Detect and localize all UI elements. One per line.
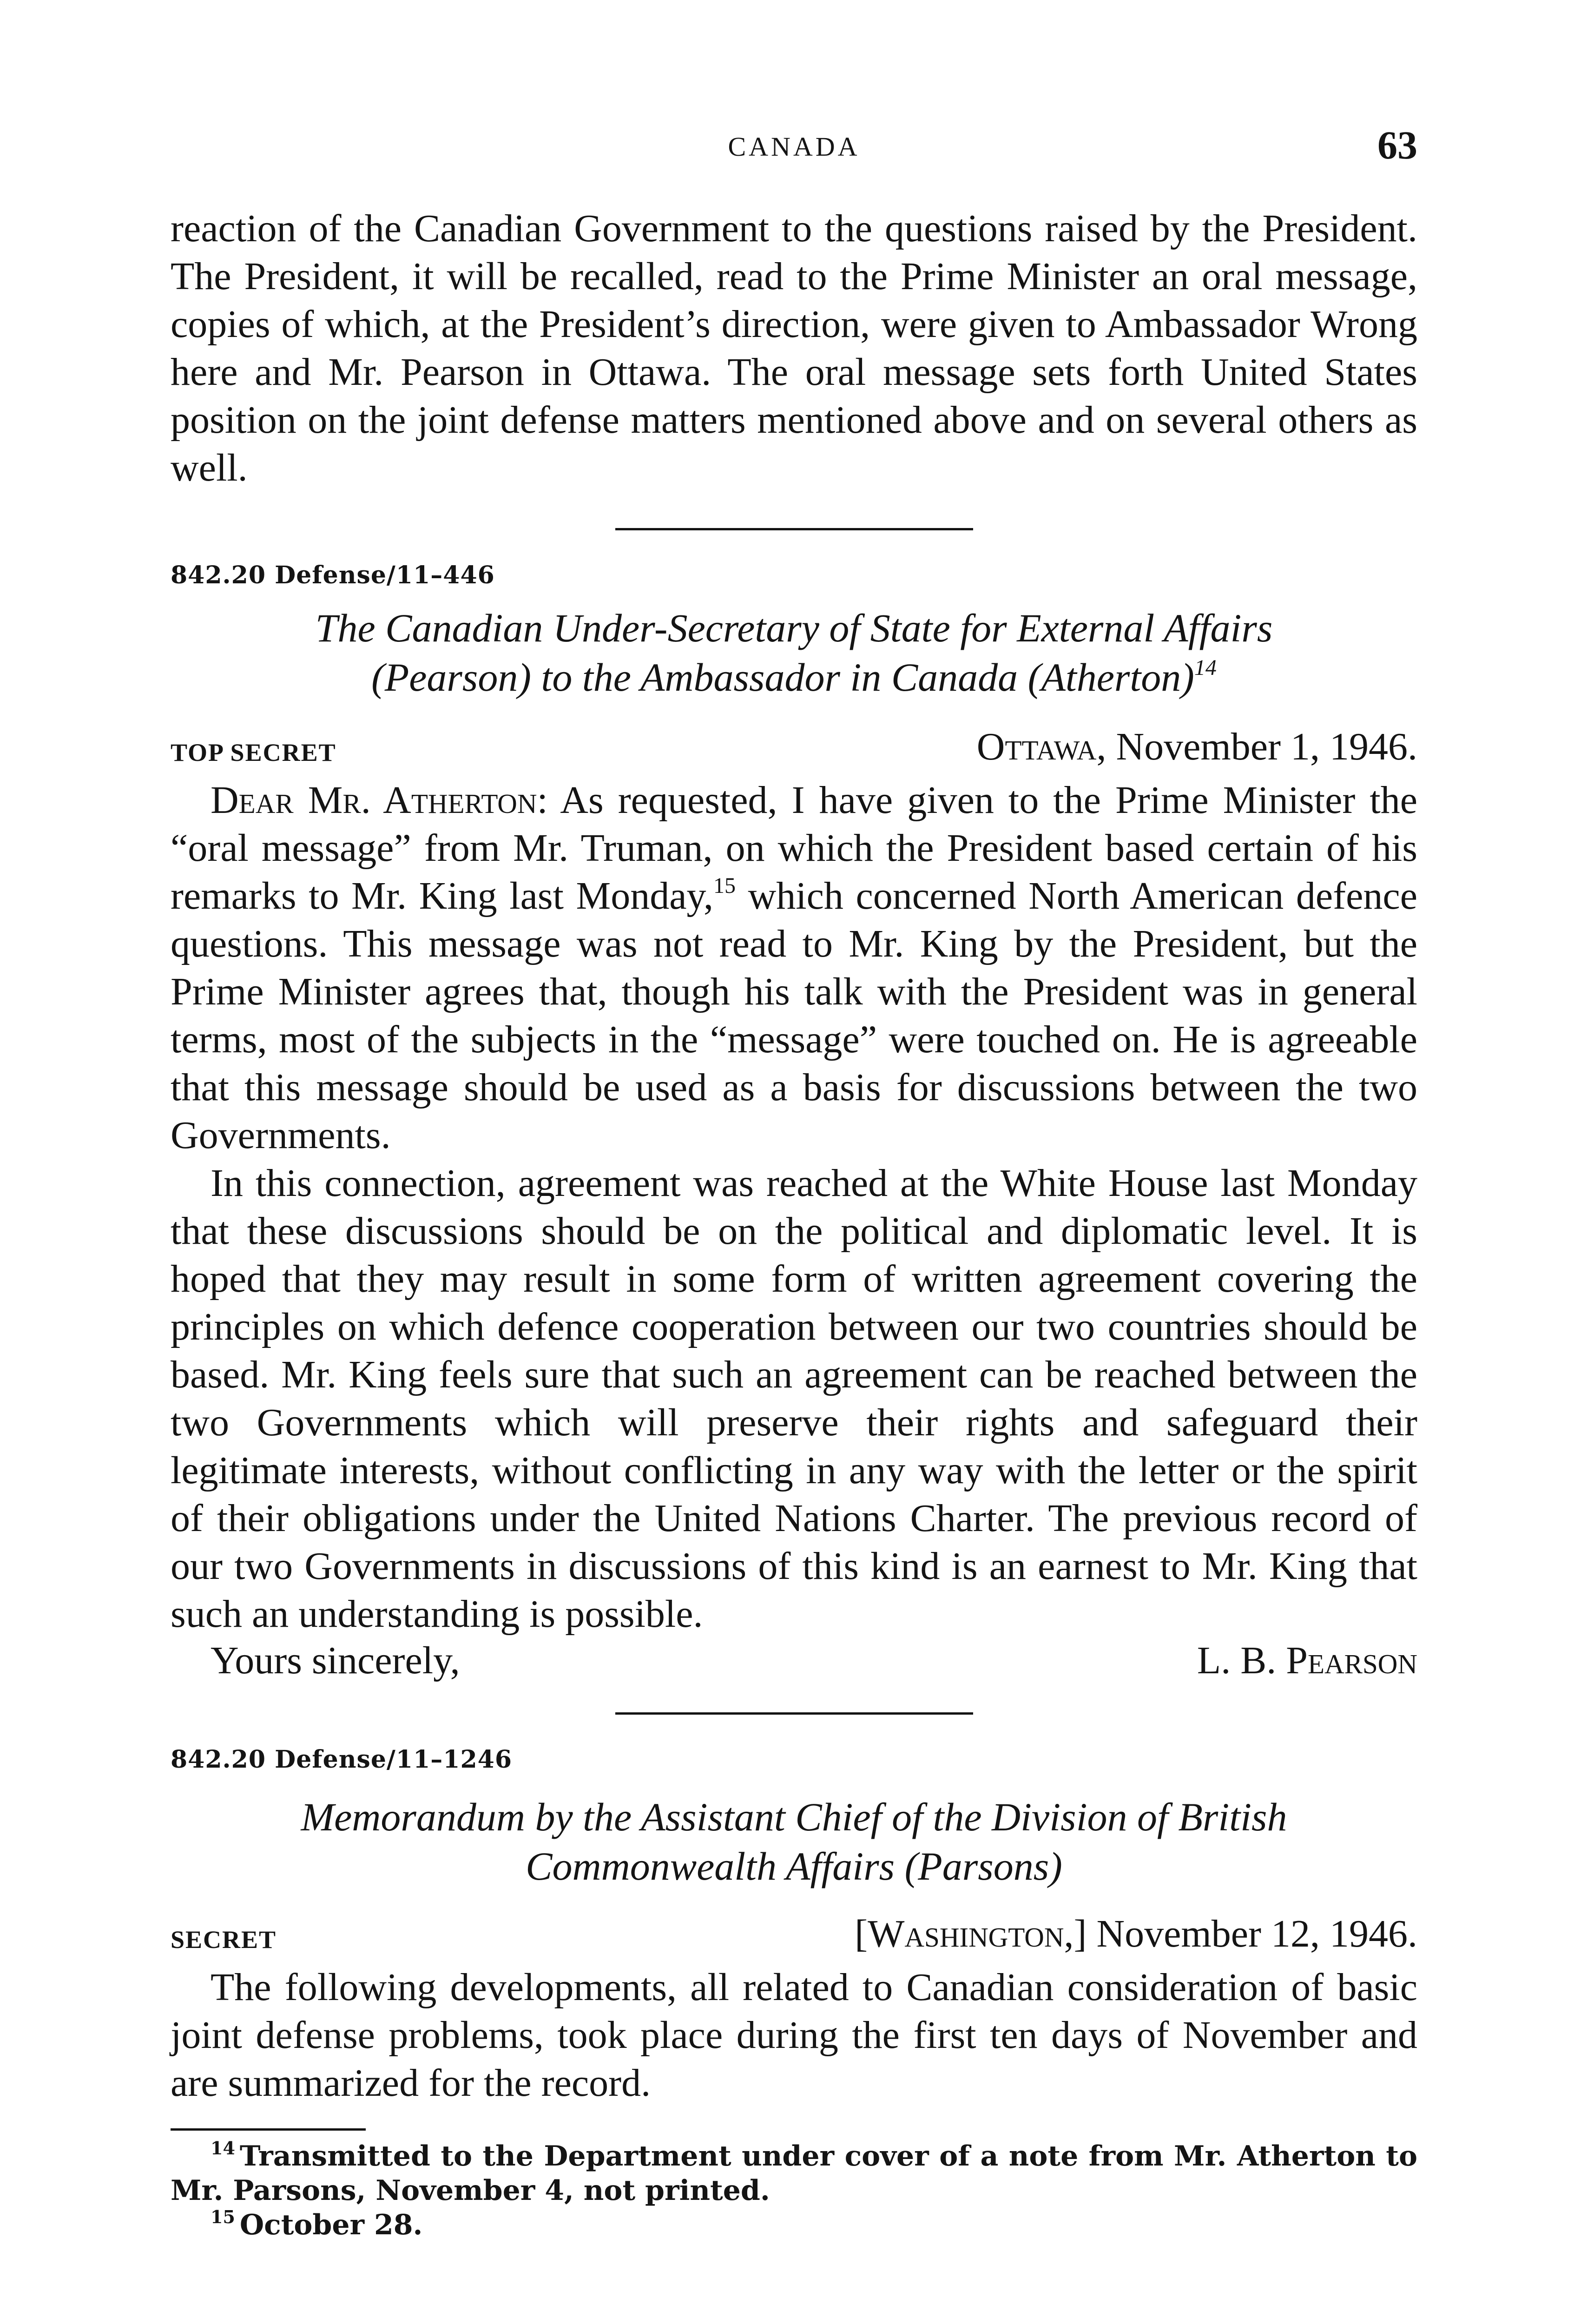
heading-line — [171, 653, 1417, 702]
body-column — [171, 205, 1417, 2242]
footnote — [171, 2208, 1417, 2242]
signature: L. B. Pearson — [1197, 1639, 1417, 1682]
footnote-text: Transmitted to the Department under cover of a note from Mr. Atherton to Mr. Parsons, November 4, not printed. — [171, 2140, 1417, 2207]
salutation: Dear Mr. Atherton — [211, 779, 537, 822]
footnote — [171, 2139, 1417, 2208]
place: [Washington,] — [855, 1912, 1087, 1955]
page-number: 63 — [1377, 123, 1417, 167]
heading-line: The Canadian Under-Secretary of State for External Affairs — [315, 606, 1273, 650]
classification-label: SECRET — [171, 1926, 277, 1954]
file-reference: 842.20 Defense/11–1246 — [171, 1745, 512, 1774]
heading-line: Commonwealth Affairs (Parsons) — [526, 1844, 1062, 1888]
body-paragraph: In this connection, agreement was reached at the White House last Monday that these discussions should be on the political and diplomatic level. It is hoped that they may result in some form of written agreement covering the principles on which defence cooperation between our two countries should be based. Mr. King feels sure that such an agreement can be reached between the two Governments which will preserve their rights and safeguard their legitimate interests, without conflicting in any way with the letter or the spirit of their obligations under the United Nations Charter. The previous record of our two Governments in discussions of this kind is an earnest to Mr. King that such an understanding is possible. — [171, 1162, 1417, 1636]
footnote-reference: 15 — [713, 873, 736, 898]
place-date — [855, 1911, 1417, 1956]
paragraph-text: which concerned North American defence questions. This message was not read to Mr. King by the President, but the Prime Minister agrees that, though his talk with the President was in general terms, most of the subjects in the “message” were touched on. He is agreeable that this message should be used as a basis for discussions between the two Governments. — [171, 874, 1417, 1157]
body-paragraph — [171, 776, 1417, 1159]
dateline — [171, 1911, 1417, 1963]
continuation-paragraph: reaction of the Canadian Government to the questions raised by the President. The President, it will be recalled, read to the Prime Minister an oral message, copies of which, at the President’s direction, were given to Ambassador Wrong here and Mr. Pearson in Ottawa. The oral message sets forth United States position on the joint defense matters mentioned above and on several others as well. — [171, 207, 1417, 489]
closing-line — [171, 1638, 1417, 1689]
document-heading — [171, 603, 1417, 702]
running-head-title: CANADA — [728, 132, 860, 162]
body-paragraph: The following developments, all related to Canadian consideration of basic joint defense problems, took place during the first ten days of November and are summarized for the record. — [171, 1966, 1417, 2105]
classification-label: TOP SECRET — [171, 739, 336, 766]
footnote-reference: 14 — [1194, 655, 1217, 680]
heading-line: Memorandum by the Assistant Chief of the Division of British — [301, 1795, 1287, 1839]
place: Ottawa, — [976, 725, 1106, 768]
heading-text: (Pearson) to the Ambassador in Canada (Atherton) — [371, 655, 1194, 700]
date: November 12, 1946. — [1087, 1912, 1417, 1955]
dateline — [171, 724, 1417, 776]
place-date — [977, 724, 1417, 769]
running-head — [171, 122, 1417, 173]
footnote-mark: 14 — [211, 2138, 235, 2159]
paragraph-text: : As requested, I have given to the Prime Minister the “oral message” from Mr. Truman, on which the President based certain of his remarks to Mr. King last Monday, — [171, 779, 1417, 918]
complimentary-close: Yours sincerely, — [211, 1639, 460, 1682]
footnote-text: October 28. — [239, 2209, 423, 2241]
date: November 1, 1946. — [1106, 725, 1417, 768]
file-reference: 842.20 Defense/11–446 — [171, 561, 495, 589]
document-heading — [171, 1792, 1417, 1891]
footnote-mark: 15 — [211, 2206, 235, 2227]
